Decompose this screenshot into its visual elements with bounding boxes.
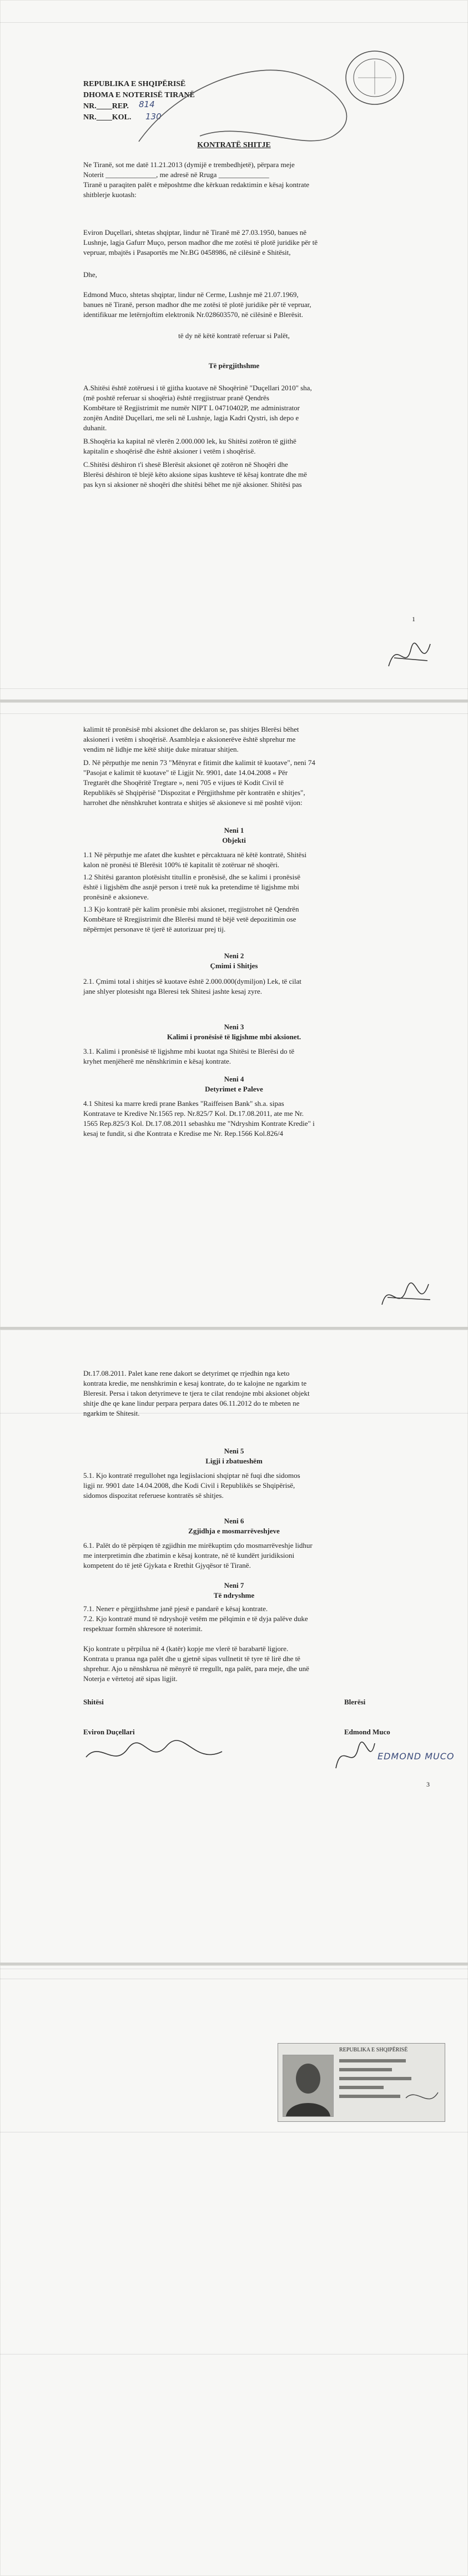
clause-2-1-line-1: 2.1. Çmimi total i shitjes së kuotave është 2.000.000(dymiljon) Lek, të cilat bbox=[83, 977, 301, 985]
clause-1-1-line-2: kalon në pronësi të Blerësit 100% të kapitalit të zotëruar në shoqëri. bbox=[83, 861, 280, 869]
closing-line-2: Kontrata u pranua nga palët dhe u gjetnë sipas vullnetit të tyre të lirë dhe të bbox=[83, 1654, 300, 1663]
section-general-heading: Të përgjithshme bbox=[208, 361, 260, 370]
and-word: Dhe, bbox=[83, 270, 97, 279]
article-5-subtitle: Ligji i zbatueshëm bbox=[205, 1457, 263, 1465]
clause-1-3-line-3: nëpërmjet personave të tjerë të autorizuar prej tij. bbox=[83, 925, 226, 933]
clause-d-line-4: Republikës së Shqipërisë "Dispozitat e Përgjithshme për kontratën e shitjes", bbox=[83, 788, 305, 797]
signature-initials-icon bbox=[383, 633, 439, 677]
rep-number-handwritten: 814 bbox=[139, 99, 155, 109]
article-7-subtitle: Të ndryshme bbox=[213, 1591, 255, 1599]
scan-artifact-line bbox=[0, 688, 468, 689]
clause-4-1-line-3: 1565 Rep.825/3 Kol. Dt.17.08.2011 sebashku me "Ndryshim Kontrate Kredie" i bbox=[83, 1119, 315, 1128]
clause-4-1-line-4: kesaj te fundit, si dhe Kontrata e Kredise me Nr. Rep.1566 Kol.826/4 bbox=[83, 1129, 283, 1138]
header-republic: REPUBLIKA E SHQIPËRISË bbox=[83, 80, 186, 88]
clause-6-1-line-1: 6.1. Palët do të përpiqen të zgjidhin me mirëkuptim çdo mosmarrëveshje lidhur bbox=[83, 1541, 313, 1549]
article-6-subtitle: Zgjidhja e mosmarrëveshjeve bbox=[188, 1527, 280, 1535]
person-portrait-icon bbox=[283, 2055, 333, 2116]
clause-6-1-line-3: kompetent do të jetë Gjykata e Rrethit Gjyqësor të Tiranë. bbox=[83, 1561, 251, 1569]
clause-7-1: 7.1. Neneт e përgjithshme janë pjesë e pandarë e kësaj kontrate. bbox=[83, 1604, 268, 1613]
clause-5-1-line-3: sidomos dispozitat referuese kontratës së shitjes. bbox=[83, 1491, 224, 1500]
intro-line-1: Ne Tiranë, sot me datë 11.21.2013 (dymijë e trembedhjetë), përpara meje bbox=[83, 160, 295, 169]
seller-line-2: Lushnje, lagja Gafurr Muço, person madhor dhe me zotësi të plotë juridike për të bbox=[83, 238, 318, 246]
scan-artifact-line bbox=[0, 22, 468, 23]
parties-referred: të dy në këtë kontratë referuar si Palët, bbox=[178, 331, 290, 340]
article-4-subtitle: Detyrimet e Paleve bbox=[205, 1085, 263, 1093]
clause-4-1-line-1: 4.1 Shitesi ka marre kredi prane Bankes "Raiffeisen Bank" sh.a. sipas bbox=[83, 1099, 284, 1108]
clause-1-2-line-1: 1.2 Shitësi garanton plotësisht titullin e pronësisë, dhe se kalimi i pronësisë bbox=[83, 873, 301, 881]
closing-line-3: shprehur. Ajo u nënshkrua në mënyrë të rregullt, nga palët, para meje, dhe unë bbox=[83, 1664, 309, 1673]
clause-5-1-line-1: 5.1. Kjo kontratë rregullohet nga legjislacioni shqiptar në fuqi dhe sidomos bbox=[83, 1471, 300, 1480]
page-number: 1 bbox=[412, 615, 415, 623]
clause-a-line-1: A.Shitësi është zotëruesi i të gjitha kuotave në Shoqërinë "Duçellari 2010" sha, bbox=[83, 384, 312, 392]
document-page-4 bbox=[0, 1965, 468, 2576]
clause-3-1-line-2: kryhet menjëherë me nënshkrimin e kësaj kontrate. bbox=[83, 1057, 232, 1065]
clause-c-line-3: pas kyn si aksioner në shoqëri dhe shitësi bëhet me një aksioner. Shitësi pas bbox=[83, 480, 302, 489]
article-2-subtitle: Çmimi i Shitjes bbox=[210, 962, 258, 970]
clause-7-2-line-2: respektuar formën shkresore të noterimit. bbox=[83, 1624, 203, 1633]
closing-line-1: Kjo kontrate u përpilua në 4 (katër) kopje me vlerë të barabartë ligjore. bbox=[83, 1644, 289, 1653]
cont-line-2: kontrata kredie, me nenshkrimin e kesaj kontrate, do te kalojne ne ngarkim te bbox=[83, 1379, 307, 1387]
header-rep: NR.____REP. bbox=[83, 102, 129, 110]
clause-c-line-1: C.Shitësi dëshiron t'i shesë Blerësit aksionet që zotëron në Shoqëri dhe bbox=[83, 460, 288, 469]
clause-a-line-3: Kombëtare të Regjistrimit me numër NIPT L 04710402P, me administrator bbox=[83, 404, 300, 412]
intro-line-4: shitblerje kuotash: bbox=[83, 190, 137, 199]
buyer-line-3: identifikuar me letërnjoftim elektronik Nr.028603570, në cilësinë e Blerësit. bbox=[83, 310, 304, 319]
kol-number-handwritten: 130 bbox=[145, 112, 162, 122]
cont-line-3: vendim në lidhje me këtë shitje duke miratuar shitjen. bbox=[83, 745, 239, 753]
clause-5-1-line-2: ligji nr. 9901 date 14.04.2008, dhe Kodi Civil i Republikës se Shqipërisë, bbox=[83, 1481, 295, 1490]
article-1-subtitle: Objekti bbox=[222, 836, 246, 844]
buyer-name: Edmond Muco bbox=[344, 1728, 390, 1736]
page-number: 3 bbox=[426, 1780, 430, 1788]
clause-b-line-2: kapitalin e shoqërisë dhe është aksioner i vetëm i shoqërisë. bbox=[83, 447, 256, 455]
scan-artifact-line bbox=[0, 713, 468, 714]
header-chamber: DHOMA E NOTERISË TIRANË bbox=[83, 91, 195, 99]
seller-line-1: Eviron Duçellari, shtetas shqiptar, lindur në Tiranë më 27.03.1950, banues në bbox=[83, 228, 307, 237]
cont-line-4: shitje dhe qe kane lindur perpara perpara dates 06.11.2012 do te mbeten ne bbox=[83, 1399, 300, 1407]
clause-a-line-2: (më poshtë referuar si shoqëria) është rregjistruar pranë Qendrës bbox=[83, 394, 269, 402]
clause-6-1-line-2: me interpretimin dhe zbatimin e kësaj kontrate, në të kundërt juridiksioni bbox=[83, 1551, 295, 1559]
cont-line-1: kalimit të pronësisë mbi aksionet dhe deklaron se, pas shitjes Blerësi bëhet bbox=[83, 725, 299, 733]
id-card-details-icon bbox=[339, 2059, 439, 2115]
article-7-title: Neni 7 bbox=[224, 1581, 244, 1589]
clause-1-3-line-2: Kombëtare të Rregjistrimit dhe Blerësi mund të bëjë vetë depozitimin ose bbox=[83, 915, 296, 923]
clause-1-2-line-3: pronësinë e aksioneve. bbox=[83, 893, 149, 901]
intro-line-3: Tiranë u paraqiten palët e mëposhtme dhe kërkuan redaktimin e kësaj kontrate bbox=[83, 180, 310, 189]
contract-title: KONTRATË SHITJE bbox=[197, 141, 271, 149]
cont-line-5: ngarkim te Shitesit. bbox=[83, 1409, 140, 1417]
seller-label: Shitësi bbox=[83, 1698, 104, 1706]
document-page-3 bbox=[0, 1330, 468, 1965]
clause-d-line-2: "Pasojat e kalimit të kuotave" të Ligjit Nr. 9901, date 14.04.2008 « Për bbox=[83, 768, 288, 777]
seller-signature-icon bbox=[83, 1735, 228, 1774]
signature-initials-icon bbox=[378, 1274, 439, 1319]
clause-4-1-line-2: Kontratave te Kredive Nr.1565 rep. Nr.825/7 Kol. Dt.17.08.2011, ate me Nr. bbox=[83, 1109, 304, 1118]
handwritten-mark-icon bbox=[133, 53, 366, 153]
clause-7-2-line-1: 7.2. Kjo kontratë mund të ndryshojë vetëm me pëlqimin e të dyja palëve duke bbox=[83, 1614, 308, 1623]
intro-line-2: Noterit ______________, me adresë në Rruga ______________ bbox=[83, 170, 269, 179]
clause-3-1-line-1: 3.1. Kalimi i pronësisë të ligjshme mbi kuotat nga Shitësi te Blerësi do të bbox=[83, 1047, 295, 1055]
seller-name: Eviron Duçellari bbox=[83, 1728, 135, 1736]
article-2-title: Neni 2 bbox=[224, 952, 244, 960]
article-1-title: Neni 1 bbox=[224, 826, 244, 834]
cont-line-1: Dt.17.08.2011. Palet kane rene dakort se detyrimet qe rrjedhin nga keto bbox=[83, 1369, 290, 1377]
seller-line-3: vepruar, mbajtës i Pasaportës me Nr.BG 0458986, në cilësinë e Shitësit, bbox=[83, 248, 291, 256]
clause-a-line-5: duhanit. bbox=[83, 424, 107, 432]
clause-1-1-line-1: 1.1 Në përputhje me afatet dhe kushtet e përcaktuara në këtë kontratë, Shitësi bbox=[83, 851, 307, 859]
id-photo bbox=[283, 2055, 334, 2117]
buyer-line-1: Edmond Muco, shtetas shqiptar, lindur në Cerme, Lushnje më 21.07.1969, bbox=[83, 290, 299, 299]
article-3-subtitle: Kalimi i pronësisë të ligjshme mbi aksionet. bbox=[167, 1033, 301, 1041]
clause-1-2-line-2: është i ligjshëm dhe asnjë person i tretë nuk ka pretendime të ligjshme mbi bbox=[83, 883, 299, 891]
clause-1-3-line-1: 1.3 Kjo kontratë për kalim pronësie mbi aksionet, rregjistrohet në Qendrën bbox=[83, 905, 299, 913]
buyer-line-2: banues në Tiranë, person madhor dhe me zotësi të plotë juridike për të vepruar, bbox=[83, 300, 311, 309]
header-kol: NR.____KOL. bbox=[83, 113, 132, 122]
article-3-title: Neni 3 bbox=[224, 1023, 244, 1031]
clause-c-line-2: Blerësi dëshiron të blejë këto aksione sipas kushteve të kësaj kontrate dhe më bbox=[83, 470, 307, 479]
clause-d-line-1: D. Në përputhje me nenin 73 "Mënyrat e fitimit dhe kalimit të kuotave", neni 74 bbox=[83, 758, 315, 767]
article-5-title: Neni 5 bbox=[224, 1447, 244, 1455]
article-6-title: Neni 6 bbox=[224, 1517, 244, 1525]
closing-line-4: Noterja e vërtetoj atë sipas ligjit. bbox=[83, 1674, 178, 1683]
id-card-header: REPUBLIKA E SHQIPËRISË bbox=[339, 2047, 408, 2053]
buyer-handwritten-name: EDMOND MUCO bbox=[378, 1751, 455, 1762]
clause-2-1-line-2: jane shlyer plotesisht nga Bleresi tek Shitesi jashte kesaj zyre. bbox=[83, 987, 263, 995]
clause-d-line-3: Tregtarët dhe Shoqëritë Tregtare », neni 705 e vijues të Kodit Civil të bbox=[83, 778, 284, 787]
buyer-signature-icon bbox=[333, 1735, 378, 1774]
clause-a-line-4: zonjën Anditë Duçellari, me seli në Lushnje, lagja Kadri Qystri, ish depo e bbox=[83, 414, 299, 422]
id-card-copy bbox=[278, 2043, 445, 2122]
clause-b-line-1: B.Shoqëria ka kapital në vlerën 2.000.000 lek, ku Shitësi zotëron të gjithë bbox=[83, 437, 296, 445]
article-4-title: Neni 4 bbox=[224, 1075, 244, 1083]
document-page-2 bbox=[0, 702, 468, 1330]
cont-line-3: Bleresit. Persa i takon detyrimeve te tjera te cilat rendojne mbi aksionet objekt bbox=[83, 1389, 310, 1397]
cont-line-2: aksioneri i vetëm i shoqërisë. Asambleja e aksionerëve është shprehur me bbox=[83, 735, 296, 743]
clause-d-line-5: harrohet dhe nënshkruhet kontrata e shitjes së aksioneve si më poshtë vijon: bbox=[83, 798, 303, 807]
buyer-label: Blerësi bbox=[344, 1698, 366, 1706]
document-page-1 bbox=[0, 0, 468, 702]
